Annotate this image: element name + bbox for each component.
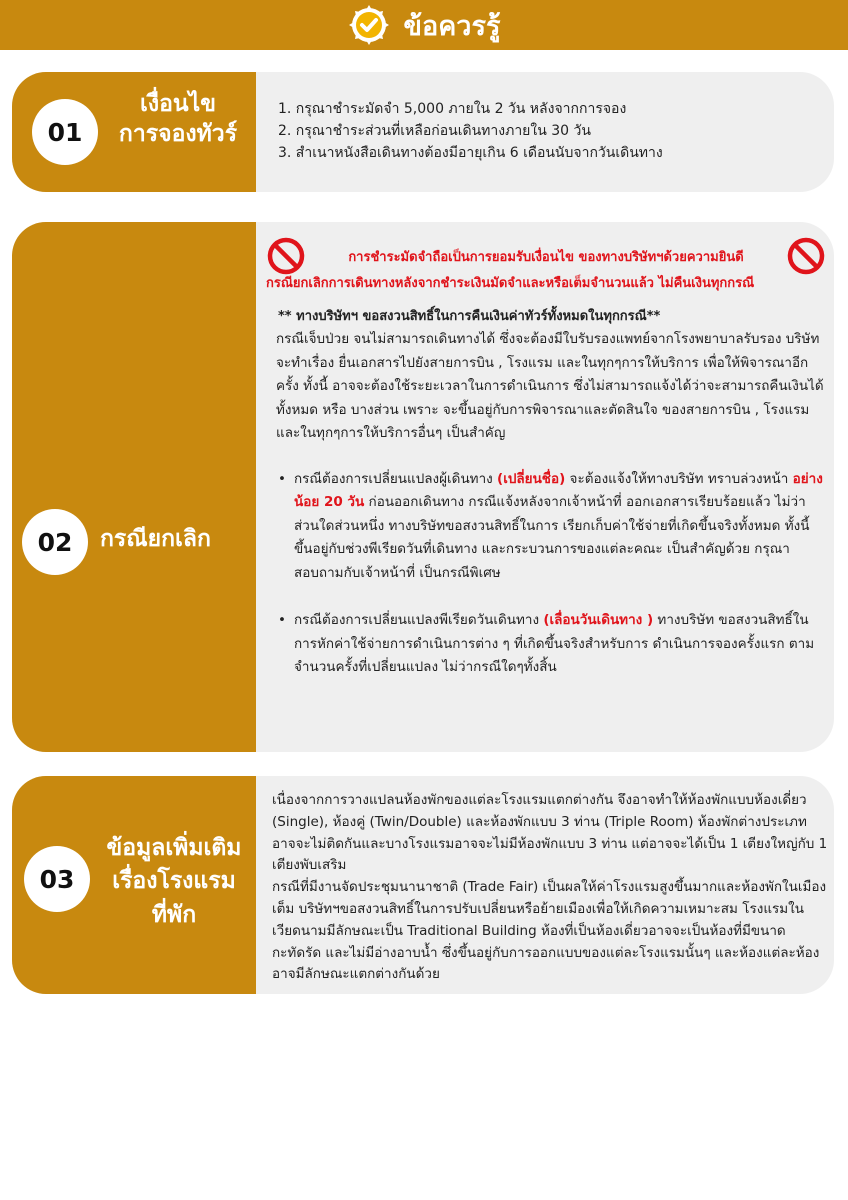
section-title-line: ข้อมูลเพิ่มเติม [106, 835, 242, 861]
section-body [266, 236, 826, 704]
highlight-text: (เปลี่ยนชื่อ) [497, 470, 566, 487]
trade-fair-paragraph: กรณีที่มีงานจัดประชุมนานาชาติ (Trade Fair) เป็นผลให้ค่าโรงแรมสูงขึ้นมากและห้องพักในเมืองเต็ม บริษัทฯขอสงวนสิทธิ์ในการปรับเปลี่ยนหรือย้ายเมืองเพื่อให้เกิดความเหมาะสม โรงแรมในเวียดนามมีลักษณะเป็น Traditional Building ห้องที่เป็นห้องเดี่ยวอาจจะเป็นห้องที่มีขนาดกะทัดรัด และไม่มีอ่างอาบน้ำ ซึ่งขึ้นอยู่กับการออกแบบของแต่ละโรงแรมนั้นๆ และห้องแต่ละห้องอาจมีลักษณะแตกต่างกันด้วย [272, 879, 827, 983]
booking-conditions-card [12, 72, 834, 192]
refund-note: ** ทางบริษัทฯ ขอสงวนสิทธิ์ในการคืนเงินค่าทัวร์ทั้งหมดในทุกกรณี** [278, 309, 661, 324]
section-header-panel [12, 222, 256, 752]
check-badge-icon [348, 4, 390, 46]
list-item: 2. กรุณาชำระส่วนที่เหลือก่อนเดินทางภายใน 30 วัน [278, 123, 591, 139]
section-body [272, 790, 828, 986]
list-item: • กรณีต้องการเปลี่ยนแปลงพีเรียดวันเดินทาง (เลื่อนวันเดินทาง ) ทางบริษัท ขอสงวนสิทธิ์ในการหักค่าใช้จ่ายการดำเนินการต่าง ๆ ที่เกิดขึ้นจริงสำหรับการ ดำเนินการจองครั้งแรก ตามจำนวนครั้งที่เปลี่ยนแปลง ไม่ว่ากรณีใดๆทั้งสิ้น [276, 609, 826, 680]
conditions-list [278, 98, 823, 164]
section-title-line: เงื่อนไข [140, 91, 216, 117]
section-title [98, 90, 258, 150]
warning-row [266, 236, 826, 276]
list-item: 1. กรุณาชำระมัดจำ 5,000 ภายใน 2 วัน หลังจากการจอง [278, 101, 627, 117]
illness-paragraph: กรณีเจ็บป่วย จนไม่สามารถเดินทางได้ ซึ่งจะต้องมีใบรับรองแพทย์จากโรงพยาบาลรับรอง บริษัทจะทำเรื่อง ยื่นเอกสารไปยังสายการบิน , โรงแรม และในทุกๆการให้บริการ เพื่อให้พิจารณาอีกครั้ง ทั้งนี้ อาจจะต้องใช้ระยะเวลาในการดำเนินการ ซึ่งไม่สามารถแจ้งได้ว่าจะสามารถคืนเงินได้ทั้งหมด หรือ บางส่วน เพราะ จะขึ้นอยู่กับการพิจารณาและตัดสินใจ ของสายการบิน , โรงแรม และในทุกๆการให้บริการอื่นๆ เป็นสำคัญ [276, 331, 824, 441]
prohibited-icon [266, 236, 306, 276]
warning-text: กรณียกเลิกการเดินทางหลังจากชำระเงินมัดจำและหรือเต็มจำนวนแล้ว ไม่คืนเงินทุกกรณี [266, 276, 755, 291]
section-number: 02 [22, 509, 88, 575]
change-rules-list [266, 468, 826, 680]
section-number: 03 [24, 846, 90, 912]
section-body [278, 98, 823, 164]
highlight-text: (เลื่อนวันเดินทาง ) [543, 612, 654, 628]
section-title [92, 832, 256, 932]
section-header-panel [12, 72, 256, 192]
highlight-text: อย่างน้อย 20 วัน [294, 470, 823, 510]
section-title-line: ที่พัก [151, 901, 197, 928]
page-title: ข้อควรรู้ [403, 10, 501, 42]
section-title-line: การจองทัวร์ [118, 120, 238, 147]
hotel-info-card [12, 776, 834, 994]
section-title: กรณียกเลิก [100, 526, 211, 552]
section-title-line: เรื่องโรงแรม [112, 868, 236, 895]
list-item: • กรณีต้องการเปลี่ยนแปลงผู้เดินทาง (เปลี่ยนชื่อ) จะต้องแจ้งให้ทางบริษัท ทราบล่วงหน้า อย่างน้อย 20 วัน ก่อนออกเดินทาง กรณีแจ้งหลังจากเจ้าหน้าที่ ออกเอกสารเรียบร้อยแล้ว ไม่ว่าส่วนใดส่วนหนึ่ง ทางบริษัทขอสงวนสิทธิ์ในการ เรียกเก็บค่าใช้จ่ายที่เกิดขึ้นจริงทั้งหมด ทั้งนี้ขึ้นอยู่กับช่วงพีเรียดวันที่เดินทาง และกระบวนการของแต่ละคณะ เป็นสำคัญด้วย กรุณาสอบถามกับเจ้าหน้าที่ เป็นกรณีพิเศษ [276, 468, 826, 586]
page-header [0, 0, 848, 50]
prohibited-icon [786, 236, 826, 276]
warning-text: การชำระมัดจำถือเป็นการยอมรับเงื่อนไข ของทางบริษัทฯด้วยความยินดี [348, 249, 744, 265]
section-number: 01 [32, 99, 98, 165]
room-type-paragraph: เนื่องจากการวางแปลนห้องพักของแต่ละโรงแรมแตกต่างกัน จึงอาจทำให้ห้องพักแบบห้องเดี่ยว (Single), ห้องคู่ (Twin/Double) และห้องพักแบบ 3 ท่าน (Triple Room) ห้องพักต่างประเภทอาจจะไม่ติดกันและบางโรงแรมอาจจะไม่มีห้องพักแบบ 3 ท่าน แต่อาจจะได้เป็น 1 เตียงใหญ่กับ 1 เตียงพับเสริม [272, 792, 828, 874]
list-item: 3. สำเนาหนังสือเดินทางต้องมีอายุเกิน 6 เดือนนับจากวันเดินทาง [278, 145, 663, 161]
cancellation-card [12, 222, 834, 752]
section-header-panel [12, 776, 256, 994]
